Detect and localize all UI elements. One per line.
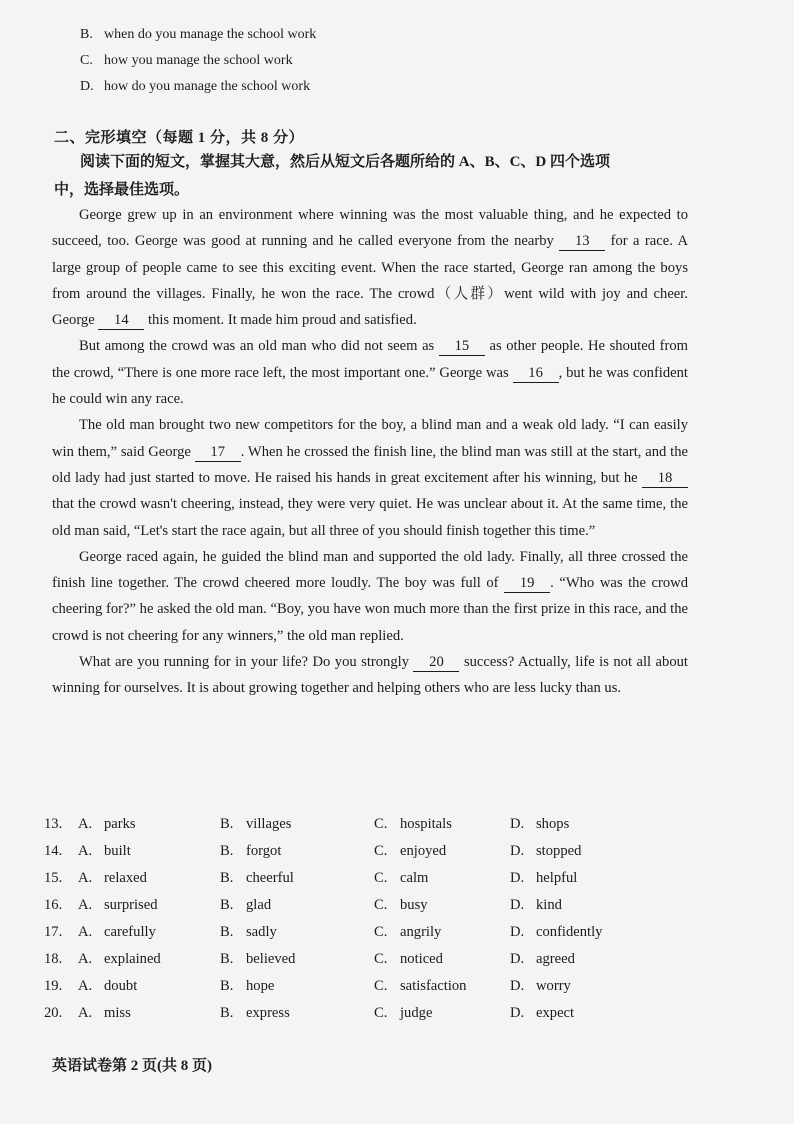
choice-text: agreed: [536, 951, 575, 967]
choice-d: [510, 811, 630, 838]
paragraph-3: [52, 412, 688, 543]
option-row: [44, 946, 630, 973]
blank-15: 15: [439, 337, 485, 356]
passage-text: . “Who was the crowd cheering for?” he asked the old man. “Boy, you have won much more than the first prize in this race, and the crowd is not cheering for any winners,” the old man replied.: [52, 575, 688, 644]
question-number: 20.: [44, 1005, 63, 1021]
choice-d: [510, 1000, 630, 1027]
option-d: [80, 74, 316, 100]
choice-text: miss: [104, 1005, 131, 1021]
choice-letter: D.: [510, 897, 525, 913]
choice-text: cheerful: [246, 870, 294, 886]
choice-letter: C.: [374, 924, 388, 940]
blank-17: 17: [195, 443, 241, 462]
passage-text: as other people. He shouted from the crowd, “There is one more race left, the most important one.” George was: [52, 338, 688, 381]
choice-text: villages: [246, 816, 292, 832]
choice-text: relaxed: [104, 870, 147, 886]
passage-text: . When he crossed the finish line, the blind man was still at the start, and the old lady had just started to move. He raised his hands in great excitement after his winning, but he: [52, 443, 688, 486]
choice-letter: C.: [374, 897, 388, 913]
blank-16: 16: [513, 364, 559, 383]
choice-b: [220, 865, 374, 892]
choice-text: angrily: [400, 924, 442, 940]
choice-text: stopped: [536, 843, 582, 859]
choice-text: sadly: [246, 924, 277, 940]
paragraph-4: [52, 544, 688, 649]
choice-c: [374, 838, 510, 865]
option-row: [44, 892, 630, 919]
question-number: 13.: [44, 816, 63, 832]
choice-letter: C.: [374, 951, 388, 967]
choice-letter: A.: [78, 816, 93, 832]
choice-b: [220, 838, 374, 865]
passage-text: George raced again, he guided the blind man and supported the old lady. Finally, all three crossed the finish line together. The crowd cheered more loudly. The boy was full of: [52, 548, 688, 592]
passage-text: , but he was confident he could win any race.: [52, 364, 688, 408]
choice-letter: B.: [220, 978, 234, 994]
choice-text: hope: [246, 978, 275, 994]
question-number: 19.: [44, 978, 63, 994]
choice-text: enjoyed: [400, 843, 447, 859]
choice-b: [220, 811, 374, 838]
choice-letter: A.: [78, 951, 93, 967]
section-instructions: [54, 148, 694, 204]
previous-question-options: [80, 22, 316, 100]
option-row: [44, 973, 630, 1000]
page-footer: 英语试卷第 2 页(共 8 页): [52, 1058, 212, 1074]
paragraph-2: [52, 333, 688, 412]
choice-text: satisfaction: [400, 978, 467, 994]
choice-letter: D.: [510, 843, 525, 859]
choice-text: hospitals: [400, 816, 452, 832]
choice-text: express: [246, 1005, 290, 1021]
paragraph-5: [52, 649, 688, 702]
choice-letter: C.: [374, 870, 388, 886]
question-number: 16.: [44, 897, 63, 913]
choice-letter: B.: [220, 816, 234, 832]
choice-letter: C.: [374, 1005, 388, 1021]
choice-text: expect: [536, 1005, 575, 1021]
choice-a: [78, 1000, 220, 1027]
option-letter: B.: [80, 27, 93, 42]
option-row: [44, 1000, 630, 1027]
choice-letter: D.: [510, 924, 525, 940]
option-row: [44, 811, 630, 838]
choice-d: [510, 838, 630, 865]
option-row: [44, 838, 630, 865]
choice-text: parks: [104, 816, 136, 832]
passage-text: that the crowd wasn't cheering, instead, they were very quiet. He was unclear about it. At the same time, the old man said, “Let's start the race again, but all three of you should finish together this time.”: [52, 496, 688, 539]
choice-c: [374, 919, 510, 946]
choice-text: judge: [400, 1005, 433, 1021]
choice-text: explained: [104, 951, 161, 967]
choice-a: [78, 973, 220, 1000]
blank-14: 14: [98, 311, 144, 330]
choice-b: [220, 919, 374, 946]
choice-text: helpful: [536, 870, 578, 886]
choice-text: calm: [400, 870, 429, 886]
choice-c: [374, 892, 510, 919]
option-b: [80, 22, 316, 48]
choice-a: [78, 811, 220, 838]
choice-letter: B.: [220, 843, 234, 859]
choice-b: [220, 892, 374, 919]
option-letter: D.: [80, 79, 94, 94]
choice-letter: D.: [510, 816, 525, 832]
passage-text: What are you running for in your life? Do you strongly: [79, 654, 414, 671]
choice-text: doubt: [104, 978, 138, 994]
option-letter: C.: [80, 53, 93, 68]
question-number: 15.: [44, 870, 63, 886]
choice-letter: A.: [78, 1005, 93, 1021]
choice-letter: C.: [374, 816, 388, 832]
choice-c: [374, 865, 510, 892]
question-number: 18.: [44, 951, 63, 967]
choice-letter: A.: [78, 843, 93, 859]
choice-letter: C.: [374, 978, 388, 994]
instruction-line: 中，选择最佳选项。: [54, 182, 190, 198]
choice-text: glad: [246, 897, 272, 913]
choice-b: [220, 973, 374, 1000]
choice-text: believed: [246, 951, 296, 967]
choice-d: [510, 892, 630, 919]
choice-c: [374, 946, 510, 973]
choice-letter: D.: [510, 951, 525, 967]
choice-letter: D.: [510, 1005, 525, 1021]
choice-letter: D.: [510, 870, 525, 886]
blank-18: 18: [642, 469, 688, 488]
passage-text: George grew up in an environment where winning was the most valuable thing, and he expected to succeed, too. George was good at running and he called everyone from the nearby: [52, 207, 688, 250]
option-c: [80, 48, 316, 74]
choice-letter: B.: [220, 1005, 234, 1021]
section-title: 二、完形填空（每题 1 分，共 8 分）: [54, 130, 305, 146]
choice-d: [510, 973, 630, 1000]
choice-a: [78, 946, 220, 973]
passage-text: for a race. A large group of people came to see this exciting event. When the race started, George ran among the boys from around the villages. Finally, he won the race. The crowd（人群）went wild with joy and cheer. George: [52, 233, 688, 329]
choice-letter: B.: [220, 897, 234, 913]
choice-c: [374, 811, 510, 838]
choice-a: [78, 919, 220, 946]
blank-20: 20: [413, 653, 459, 672]
option-text: how you manage the school work: [104, 53, 293, 68]
choice-letter: A.: [78, 924, 93, 940]
choice-a: [78, 838, 220, 865]
question-number: 14.: [44, 843, 63, 859]
passage-text: this moment. It made him proud and satisfied.: [144, 312, 417, 329]
choice-text: built: [104, 843, 131, 859]
passage-text: But among the crowd was an old man who did not seem as: [79, 338, 439, 355]
choice-text: carefully: [104, 924, 156, 940]
paragraph-1: [52, 202, 688, 333]
choice-letter: A.: [78, 870, 93, 886]
choice-c: [374, 1000, 510, 1027]
passage-text: The old man brought two new competitors for the boy, a blind man and a weak old lady. “I can easily win them,” said George: [52, 417, 688, 460]
choice-text: worry: [536, 978, 571, 994]
choice-b: [220, 946, 374, 973]
choice-b: [220, 1000, 374, 1027]
answer-options-table: [44, 811, 630, 1027]
choice-text: noticed: [400, 951, 443, 967]
option-row: [44, 919, 630, 946]
option-text: when do you manage the school work: [104, 27, 317, 42]
choice-d: [510, 946, 630, 973]
choice-a: [78, 865, 220, 892]
choice-text: forgot: [246, 843, 282, 859]
cloze-passage: [52, 202, 688, 702]
choice-text: surprised: [104, 897, 158, 913]
passage-text: success? Actually, life is not all about winning for ourselves. It is about growing together and helping others who are less lucky than us.: [52, 654, 688, 697]
choice-letter: A.: [78, 897, 93, 913]
choice-letter: C.: [374, 843, 388, 859]
choice-letter: B.: [220, 870, 234, 886]
choice-d: [510, 865, 630, 892]
choice-letter: D.: [510, 978, 525, 994]
choice-d: [510, 919, 630, 946]
blank-19: 19: [504, 574, 550, 593]
choice-text: busy: [400, 897, 428, 913]
choice-c: [374, 973, 510, 1000]
option-text: how do you manage the school work: [104, 79, 311, 94]
choice-letter: B.: [220, 951, 234, 967]
blank-13: 13: [559, 232, 605, 251]
option-row: [44, 865, 630, 892]
instruction-line: 阅读下面的短文，掌握其大意，然后从短文后各题所给的 A、B、C、D 四个选项: [80, 154, 611, 170]
choice-text: confidently: [536, 924, 603, 940]
choice-letter: B.: [220, 924, 234, 940]
choice-letter: A.: [78, 978, 93, 994]
question-number: 17.: [44, 924, 63, 940]
choice-a: [78, 892, 220, 919]
choice-text: shops: [536, 816, 570, 832]
choice-text: kind: [536, 897, 562, 913]
